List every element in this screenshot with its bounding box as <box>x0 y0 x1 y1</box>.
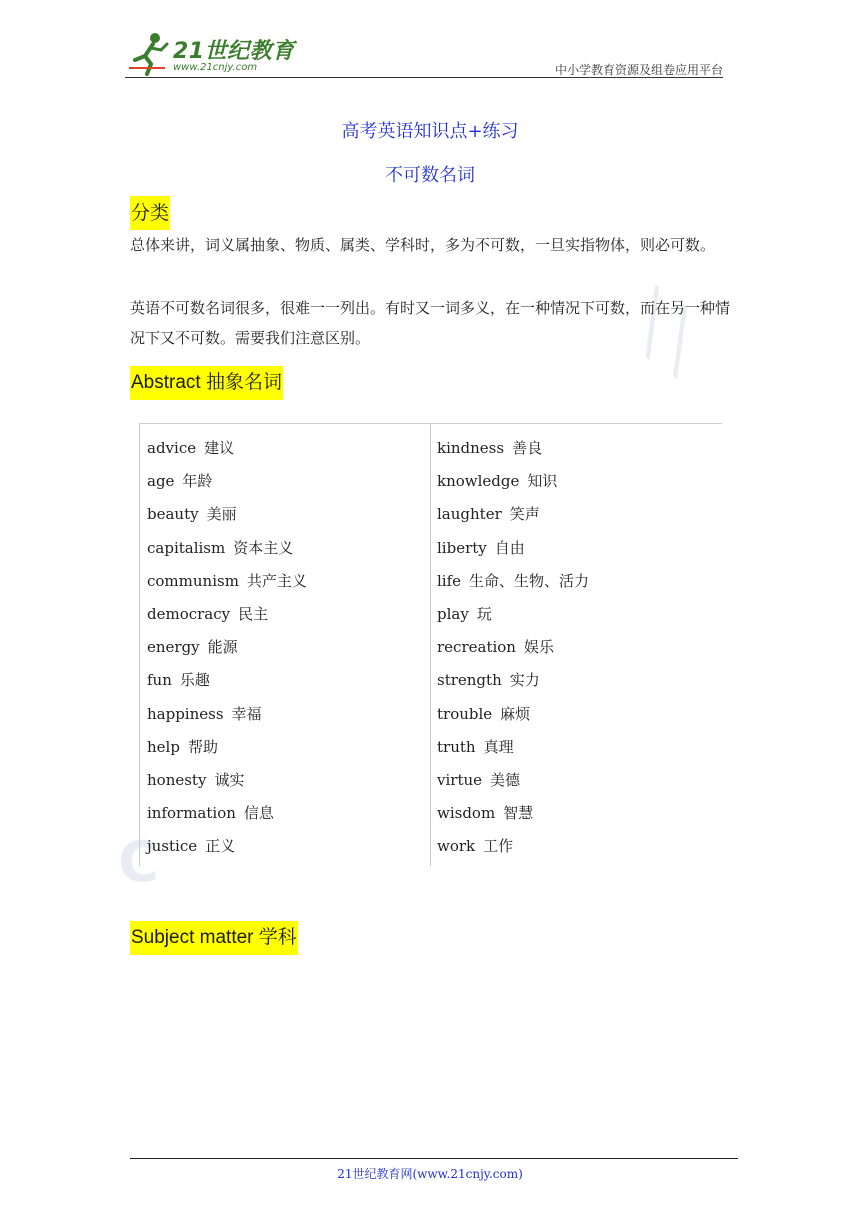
footer-link[interactable]: 21世纪教育网(www.21cnjy.com) <box>337 1167 523 1181</box>
vocab-row <box>147 666 307 699</box>
vocab-row <box>147 467 307 500</box>
vocab-word-zh: 实力 <box>509 671 540 690</box>
vocab-word-zh: 工作 <box>483 837 514 856</box>
vocab-table <box>139 423 722 866</box>
column-divider <box>430 424 431 866</box>
page-subtitle: 不可数名词 <box>385 165 475 186</box>
vocab-column-left <box>147 434 307 865</box>
vocab-word-en: age <box>147 472 175 491</box>
header-tagline: 中小学教育资源及组卷应用平台 <box>554 63 723 77</box>
vocab-word-en: virtue <box>437 770 483 789</box>
vocab-word-en: play <box>437 604 469 623</box>
vocab-word-zh: 乐趣 <box>179 671 210 690</box>
vocab-row <box>147 633 307 666</box>
vocab-word-en: wisdom <box>437 804 496 823</box>
vocab-word-en: trouble <box>437 704 493 723</box>
vocab-row <box>147 733 307 766</box>
page-title: 高考英语知识点+练习 <box>341 121 519 142</box>
paragraph-1: 总体来讲，词义属抽象、物质、属类、学科时，多为不可数，一旦实指物体，则必可数。 <box>130 236 716 254</box>
vocab-word-zh: 玩 <box>476 604 492 623</box>
vocab-row <box>147 700 307 733</box>
vocab-word-zh: 真理 <box>483 737 514 756</box>
vocab-word-zh: 智慧 <box>503 804 534 823</box>
runner-logo-icon <box>125 30 171 76</box>
vocab-word-zh: 能源 <box>207 638 238 657</box>
vocab-row <box>437 633 589 666</box>
vocab-word-zh: 笑声 <box>509 505 540 524</box>
vocab-word-zh: 诚实 <box>214 770 245 789</box>
vocab-row <box>437 766 589 799</box>
vocab-word-en: advice <box>147 439 197 457</box>
vocab-word-zh: 信息 <box>243 804 274 823</box>
vocab-row <box>147 500 307 533</box>
vocab-word-zh: 共产主义 <box>246 571 307 590</box>
vocab-word-en: fun <box>147 671 172 690</box>
vocab-row <box>437 534 589 567</box>
vocab-word-zh: 帮助 <box>187 737 218 756</box>
vocab-word-zh: 资本主义 <box>233 538 294 557</box>
vocab-row <box>437 467 589 500</box>
paragraph-2: 英语不可数名词很多，很难一一列出。有时又一词多义，在一种情况下可数，而在另一种情况下又不可数。需要我们注意区别。 <box>130 299 731 347</box>
header-divider <box>125 77 723 78</box>
vocab-word-zh: 生命、生物、活力 <box>469 571 590 590</box>
vocab-word-en: work <box>437 837 476 856</box>
vocab-word-en: kindness <box>437 439 505 457</box>
vocab-row <box>437 700 589 733</box>
vocab-word-zh: 娱乐 <box>523 638 554 657</box>
vocab-row <box>147 766 307 799</box>
section-heading-subject: Subject matter 学科 <box>130 921 298 955</box>
vocab-word-en: information <box>147 804 236 823</box>
vocab-word-zh: 善良 <box>512 439 543 457</box>
vocab-word-zh: 幸福 <box>231 704 262 723</box>
vocab-word-en: happiness <box>147 704 224 723</box>
vocab-word-en: democracy <box>147 604 231 623</box>
vocab-word-en: liberty <box>437 538 487 557</box>
vocab-word-en: communism <box>147 571 239 590</box>
vocab-word-zh: 知识 <box>527 472 558 491</box>
vocab-word-en: recreation <box>437 638 516 657</box>
vocab-word-zh: 建议 <box>204 439 235 457</box>
vocab-row <box>147 600 307 633</box>
vocab-word-zh: 美丽 <box>206 505 237 524</box>
vocab-word-en: justice <box>147 837 198 856</box>
vocab-word-en: energy <box>147 638 200 657</box>
vocab-word-zh: 麻烦 <box>500 704 531 723</box>
vocab-column-right <box>437 434 589 865</box>
vocab-row <box>437 832 589 865</box>
vocab-word-en: strength <box>437 671 502 690</box>
vocab-word-en: beauty <box>147 505 199 524</box>
vocab-word-en: laughter <box>437 505 502 524</box>
vocab-word-en: truth <box>437 737 476 756</box>
vocab-word-zh: 正义 <box>205 837 236 856</box>
section-heading-classification: 分类 <box>130 196 170 230</box>
vocab-row <box>437 567 589 600</box>
vocab-word-en: capitalism <box>147 538 226 557</box>
vocab-row <box>147 534 307 567</box>
footer-divider <box>130 1158 738 1159</box>
vocab-word-zh: 民主 <box>238 604 269 623</box>
watermark-right: ╲╲ <box>619 286 712 379</box>
vocab-row <box>147 434 307 467</box>
vocab-row <box>147 799 307 832</box>
vocab-row <box>437 500 589 533</box>
site-logo <box>125 30 295 78</box>
logo-url: www.21cnjy.com <box>173 62 258 73</box>
watermark-left: C <box>118 830 160 895</box>
vocab-row <box>437 600 589 633</box>
section-heading-abstract: Abstract 抽象名词 <box>130 366 283 400</box>
vocab-row <box>147 832 307 865</box>
logo-text: 21世纪教育 <box>173 39 295 64</box>
vocab-word-en: life <box>437 571 462 590</box>
vocab-word-en: honesty <box>147 770 207 789</box>
vocab-row <box>437 666 589 699</box>
vocab-row <box>437 434 589 467</box>
vocab-word-zh: 自由 <box>494 538 525 557</box>
vocab-word-en: knowledge <box>437 472 520 491</box>
vocab-word-zh: 年龄 <box>182 472 213 491</box>
vocab-word-en: help <box>147 737 180 756</box>
vocab-word-zh: 美德 <box>490 770 521 789</box>
vocab-row <box>437 799 589 832</box>
vocab-row <box>437 733 589 766</box>
vocab-row <box>147 567 307 600</box>
